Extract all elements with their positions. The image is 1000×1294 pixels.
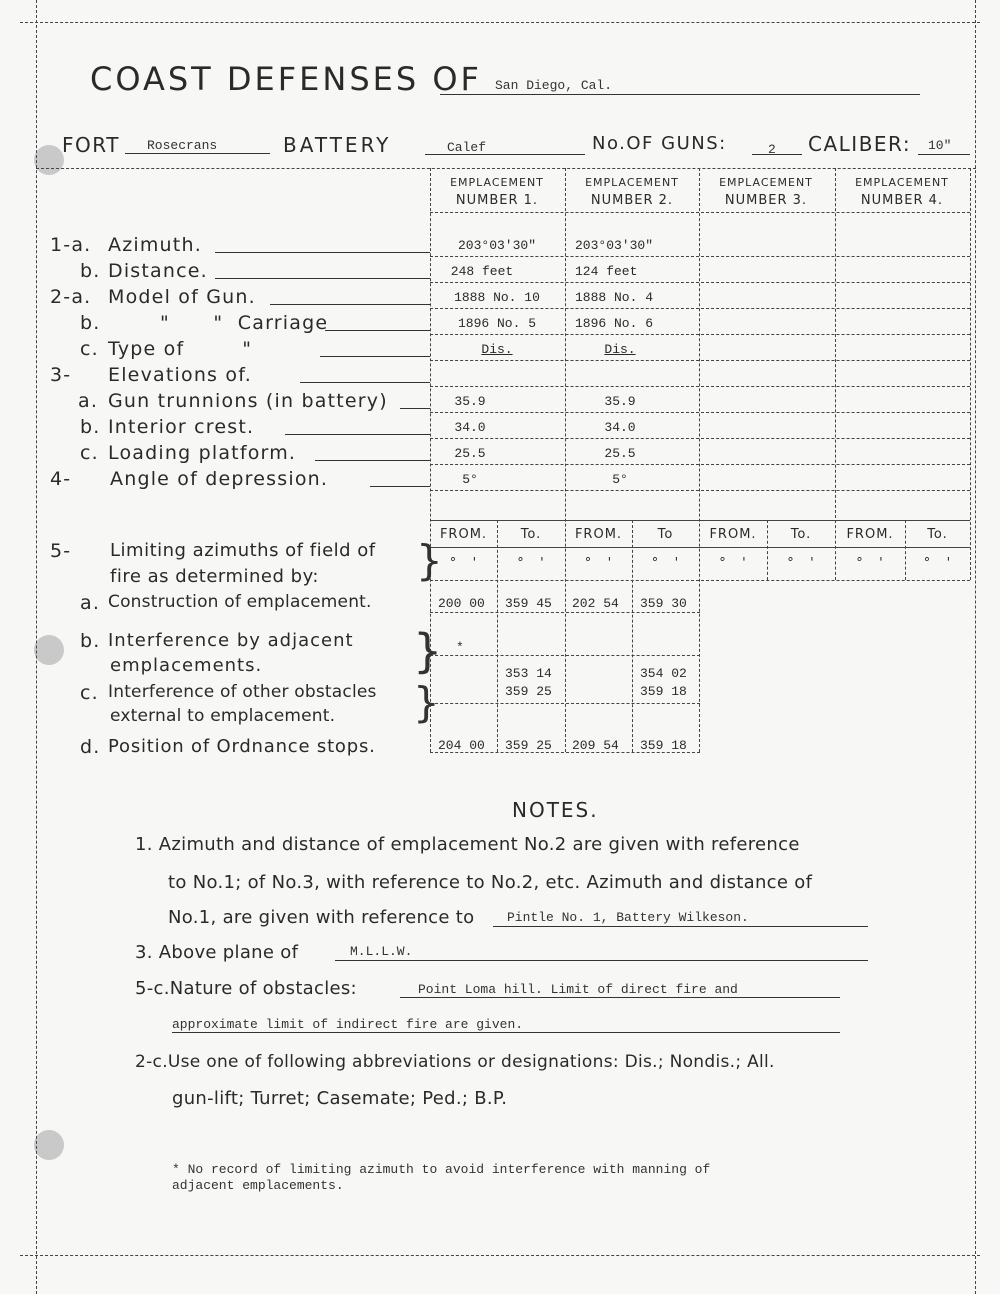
limits-row-a-bottom (430, 612, 700, 613)
row-10-emp1: 5° (462, 472, 478, 487)
row-2-emp1: 248 feet (450, 264, 514, 279)
note-5c-value-1: Point Loma hill. Limit of direct fire and (418, 982, 738, 997)
limits-row-b-bottom (430, 655, 700, 656)
limits-from-1: FROM. (439, 527, 488, 542)
punch-hole-top (34, 145, 64, 175)
note-3-underline (335, 960, 868, 961)
leader-6 (300, 382, 430, 383)
footnote-line-1: * No record of limiting azimuth to avoid interference with manning of (172, 1162, 711, 1177)
form-title: COAST DEFENSES OF (90, 60, 482, 98)
row-line-6 (430, 386, 970, 387)
row-line-4 (430, 334, 970, 335)
col-header-1 (430, 174, 564, 210)
limits-c-label-2: external to emplacement. (110, 706, 336, 726)
location-underline (440, 94, 920, 95)
battery-underline (425, 154, 585, 155)
limits-row-a-top (430, 580, 970, 581)
row-8-emp1: 34.0 (454, 420, 486, 435)
row-8-emp2: 34.0 (604, 420, 636, 435)
limits-a-from2: 202 54 (572, 596, 619, 611)
deg-min-3: ° ' (584, 556, 613, 571)
row-3-num: 2-a. (50, 286, 92, 308)
col-header-2-line1: EMPLACEMENT (585, 176, 679, 189)
border-right (975, 0, 976, 1294)
limits-sub-2 (632, 520, 633, 752)
limits-b-label-2: emplacements. (110, 655, 263, 676)
limits-d-to1: 359 25 (505, 738, 552, 753)
limits-d-label: Position of Ordnance stops. (108, 736, 376, 757)
row-4-label: " " Carriage (160, 312, 329, 334)
limits-sub-1 (497, 520, 498, 752)
limits-a-label: Construction of emplacement. (108, 592, 372, 612)
limits-to-2: To (657, 527, 674, 542)
border-bottom (20, 1255, 980, 1256)
limits-c-to2-b: 359 18 (640, 684, 687, 699)
limits-to-3: To. (790, 527, 812, 542)
col-header-4-line1: EMPLACEMENT (855, 176, 949, 189)
row-9-num: c. (80, 442, 99, 464)
limits-brace: } (416, 536, 443, 585)
row-7-num: a. (78, 390, 99, 412)
limits-num: 5- (50, 540, 72, 562)
row-4-emp2: 1896 No. 6 (575, 316, 654, 331)
row-line-3 (430, 308, 970, 309)
col-header-3-line2: NUMBER 3. (724, 193, 808, 208)
deg-min-4: ° ' (651, 556, 680, 571)
row-7-emp2: 35.9 (604, 394, 636, 409)
row-2-label: Distance. (108, 260, 208, 282)
row-8-num: b. (80, 416, 101, 438)
row-7-label: Gun trunnions (in battery) (108, 390, 388, 412)
border-left (36, 0, 37, 1294)
row-6-num: 3- (50, 364, 72, 386)
note-3-value: M.L.L.W. (350, 944, 413, 959)
limits-c-to2-a: 354 02 (640, 666, 687, 681)
row-9-emp1: 25.5 (454, 446, 486, 461)
row-9-emp2: 25.5 (604, 446, 636, 461)
caliber-value: 10" (928, 138, 952, 153)
limits-from-4: FROM. (846, 527, 894, 542)
deg-min-2: ° ' (517, 556, 545, 571)
col-header-3 (699, 174, 833, 210)
col-header-1-line2: NUMBER 1. (455, 193, 539, 208)
limits-d-from2: 209 54 (572, 738, 619, 753)
note-2c-line-1: 2-c.Use one of following abbreviations or designations: Dis.; Nondis.; All. (135, 1052, 775, 1072)
fort-label: FORT (62, 133, 120, 157)
row-10-num: 4- (50, 468, 72, 490)
leader-1 (215, 252, 430, 253)
limits-to-4: To. (927, 527, 948, 542)
col-header-2 (565, 174, 699, 210)
deg-min-8: ° ' (923, 556, 952, 571)
limits-title-2: fire as determined by: (110, 566, 319, 587)
limits-title-1: Limiting azimuths of field of (110, 540, 376, 561)
deg-min-7: ° ' (856, 556, 884, 571)
row-3-emp1: 1888 No. 10 (454, 290, 540, 305)
note-3-label: 3. Above plane of (135, 942, 299, 963)
limits-b-num: b. (80, 630, 101, 652)
row-10-label: Angle of depression. (110, 468, 329, 490)
row-10-emp2: 5° (612, 472, 628, 487)
row-8-label: Interior crest. (108, 416, 255, 438)
note-2c-line-2: gun-lift; Turret; Casemate; Ped.; B.P. (172, 1088, 508, 1109)
row-1-emp1: 203°03'30" (457, 238, 536, 253)
deg-min-1: ° ' (449, 556, 478, 571)
row-3-label: Model of Gun. (108, 286, 256, 308)
grid-header-bottom (430, 212, 970, 213)
deg-min-6: ° ' (787, 556, 815, 571)
limits-b-brace: } (413, 624, 443, 678)
row-4-emp1: 1896 No. 5 (457, 316, 536, 331)
guns-underline (752, 154, 802, 155)
note-1-underline (493, 926, 868, 927)
note-1-value: Pintle No. 1, Battery Wilkeson. (507, 910, 749, 925)
row-3-emp2: 1888 No. 4 (575, 290, 654, 305)
row-4-num: b. (80, 312, 101, 334)
leader-8 (285, 434, 430, 435)
row-line-9 (430, 464, 970, 465)
row-1-num: 1-a. (50, 234, 92, 256)
col-header-1-line1: EMPLACEMENT (450, 176, 544, 189)
limits-b-label-1: Interference by adjacent (108, 630, 354, 651)
row-line-2 (430, 282, 970, 283)
leader-7 (400, 408, 430, 409)
fort-underline (125, 153, 270, 154)
leader-3 (270, 304, 430, 305)
row-line-10 (430, 490, 970, 491)
grid-col-4 (835, 168, 836, 518)
guns-value: 2 (768, 142, 776, 157)
limits-d-from1: 204 00 (438, 738, 485, 753)
note-5c-label: 5-c.Nature of obstacles: (135, 978, 357, 999)
limits-top-line (430, 520, 970, 521)
location-value: San Diego, Cal. (495, 78, 613, 93)
col-header-4 (835, 174, 969, 210)
col-header-4-line2: NUMBER 4. (860, 193, 944, 208)
leader-4 (325, 330, 430, 331)
battery-value: Calef (447, 140, 487, 155)
caliber-label: CALIBER: (808, 132, 912, 156)
punch-hole-bottom (34, 1130, 64, 1160)
row-line-1 (430, 256, 970, 257)
col-header-2-line2: NUMBER 2. (590, 193, 674, 208)
limits-d-num: d. (80, 736, 101, 758)
limits-a-num: a. (80, 592, 101, 614)
limits-header-line (430, 547, 970, 548)
leader-5 (320, 356, 430, 357)
row-5-num: c. (80, 338, 99, 360)
caliber-underline (918, 154, 970, 155)
grid-col-5 (970, 168, 971, 580)
leader-9 (315, 460, 430, 461)
battery-label: BATTERY (283, 133, 392, 157)
limits-a-to2: 359 30 (640, 596, 687, 611)
col-header-3-line1: EMPLACEMENT (719, 176, 813, 189)
limits-b-mark: * (456, 640, 464, 655)
limits-row-c-bottom (430, 703, 700, 704)
limits-a-to1: 359 45 (505, 596, 552, 611)
deg-min-5: ° ' (719, 556, 747, 571)
guns-label: No.OF GUNS: (592, 133, 727, 154)
limits-c-to1-a: 353 14 (505, 666, 552, 681)
leader-2 (215, 278, 430, 279)
limits-a-from1: 200 00 (438, 596, 485, 611)
limits-c-to1-b: 359 25 (505, 684, 552, 699)
row-7-emp1: 35.9 (454, 394, 486, 409)
notes-title: NOTES. (512, 798, 599, 822)
fort-value: Rosecrans (147, 138, 218, 153)
row-5-emp2: Dis. (604, 342, 636, 357)
footnote-line-2: adjacent emplacements. (172, 1178, 344, 1193)
limits-c-num: c. (80, 682, 99, 704)
row-line-7 (430, 412, 970, 413)
limits-from-3: FROM. (709, 527, 757, 542)
note-1-line-2: to No.1; of No.3, with reference to No.2, etc. Azimuth and distance of (168, 872, 813, 893)
row-line-5 (430, 360, 970, 361)
note-5c-value-2: approximate limit of indirect fire are given. (172, 1017, 524, 1032)
row-1-label: Azimuth. (108, 234, 202, 256)
row-5-emp1: Dis. (481, 342, 513, 357)
note-1-line-1: 1. Azimuth and distance of emplacement No.2 are given with reference (135, 834, 800, 855)
limits-from-2: FROM. (574, 527, 623, 542)
limits-to-1: To. (520, 527, 542, 542)
leader-10 (370, 486, 430, 487)
limits-d-to2: 359 18 (640, 738, 687, 753)
row-6-label: Elevations of. (108, 364, 252, 386)
row-1-emp2: 203°03'30" (575, 238, 654, 253)
note-5c-underline-2 (172, 1032, 840, 1033)
punch-hole-middle (34, 635, 64, 665)
note-5c-underline-1 (400, 997, 840, 998)
row-2-num: b. (80, 260, 101, 282)
row-9-label: Loading platform. (108, 442, 297, 464)
border-top (20, 22, 980, 23)
row-5-label: Type of " (108, 338, 253, 360)
row-2-emp2: 124 feet (575, 264, 638, 279)
limits-c-brace: } (413, 678, 440, 727)
note-1-line-3: No.1, are given with reference to (168, 907, 475, 928)
limits-c-label-1: Interference of other obstacles (108, 682, 377, 702)
row-line-8 (430, 438, 970, 439)
